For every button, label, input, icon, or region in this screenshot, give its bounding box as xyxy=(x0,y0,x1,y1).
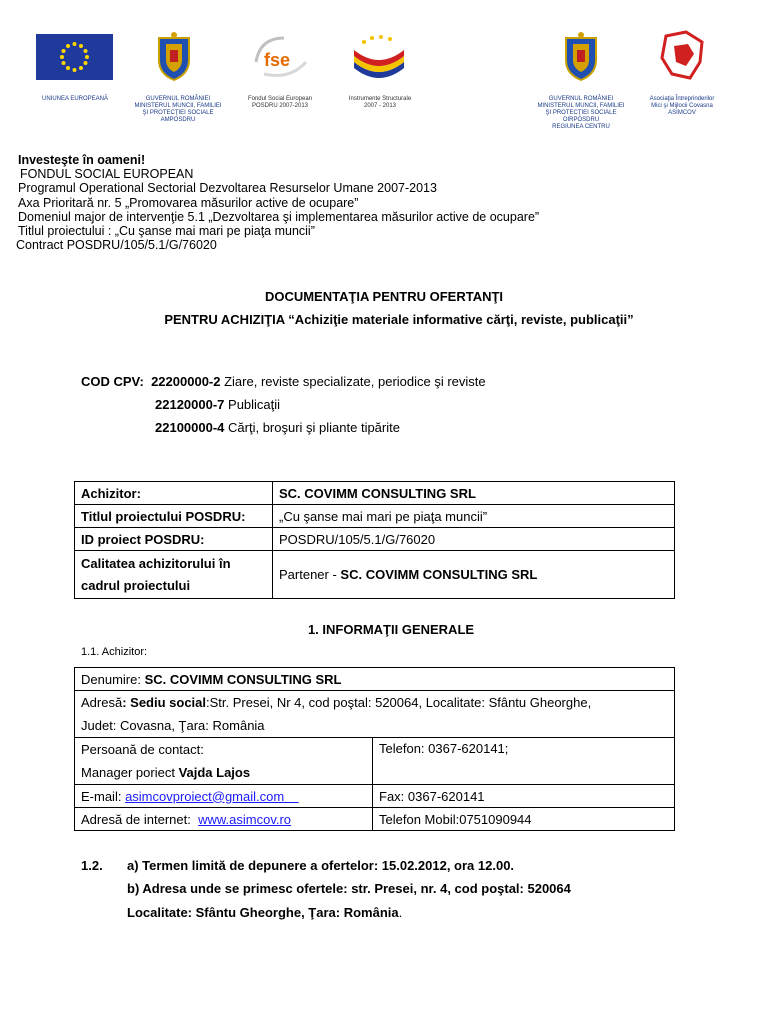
cpv-row-3 xyxy=(155,420,400,435)
fund-name: FONDUL SOCIAL EUROPEAN xyxy=(20,167,194,182)
cpv-code: 22200000-2 xyxy=(151,374,221,389)
cpv-label: COD CPV: xyxy=(81,374,144,389)
table-cell: Persoană de contact: Manager poriect Vajda Lajos xyxy=(75,738,373,785)
document-subtitle: PENTRU ACHIZIŢIA “Achiziţie materiale informative cărţi, reviste, publicaţii” xyxy=(164,312,634,327)
cpv-row-1 xyxy=(81,374,486,389)
table-cell-value: Partener - SC. COVIMM CONSULTING SRL xyxy=(273,551,675,599)
document-title: DOCUMENTAŢIA PENTRU OFERTANŢI xyxy=(264,289,504,304)
table-cell: E-mail: asimcovproiect@gmail.com xyxy=(75,785,373,808)
instrumente-structurale-logo xyxy=(348,32,410,84)
priority-axis: Axa Prioritară nr. 5 „Promovarea măsurilor active de ocupare” xyxy=(18,195,359,210)
table-cell: Adresă de internet: www.asimcov.ro xyxy=(75,808,373,831)
table-cell-label: ID proiect POSDRU: xyxy=(75,528,273,551)
contract-number: Contract POSDRU/105/5.1/G/76020 xyxy=(16,238,217,253)
cpv-code: 22100000-4 xyxy=(155,420,225,435)
table-row xyxy=(75,691,675,738)
svg-text:fse: fse xyxy=(264,50,291,70)
table-row xyxy=(75,528,675,551)
table-cell-value: POSDRU/105/5.1/G/76020 xyxy=(273,528,675,551)
coat-of-arms-logo xyxy=(558,30,604,82)
table-cell-label: Achizitor: xyxy=(75,482,273,505)
eu-flag-logo xyxy=(36,34,113,80)
table-row xyxy=(75,808,675,831)
gov1-caption: GUVERNUL ROMÂNIEI MINISTERUL MUNCII, FAMILIEI ŞI PROTECŢIEI SOCIALE AMPOSDRU xyxy=(134,96,222,123)
table-cell-value: „Cu şanse mai mari pe piaţa muncii” xyxy=(273,505,675,528)
project-title: Titlul proiectului : „Cu şanse mai mari pe piaţa muncii” xyxy=(18,224,315,239)
asimcov-caption: Asociaţia Întreprinderilor Mici şi Mijlocii Covasna ASIMCOV xyxy=(649,96,715,116)
deadline-text: a) Termen limită de depunere a ofertelor: 15.02.2012, ora 12.00. xyxy=(127,858,515,873)
instrumente-caption: Instrumente Structurale 2007 - 2013 xyxy=(348,96,412,109)
address-text: b) Adresa unde se primesc ofertele: str. Presei, nr. 4, cod poştal: 520064 xyxy=(127,881,571,896)
fse-caption: Fondul Social European POSDRU 2007-2013 xyxy=(247,96,313,109)
table-cell: Denumire: SC. COVIMM CONSULTING SRL xyxy=(75,668,675,691)
table-cell-label: Calitatea achizitorului în cadrul proiectului xyxy=(75,551,273,599)
section-number: 1.2. xyxy=(81,858,103,873)
asimcov-logo xyxy=(656,28,708,84)
achizitor-table xyxy=(74,667,675,831)
table-row xyxy=(75,482,675,505)
locality-text: Localitate: Sfântu Gheorghe, Ţara: România. xyxy=(127,905,403,920)
table-cell-value: SC. COVIMM CONSULTING SRL xyxy=(273,482,675,505)
table-row xyxy=(75,738,675,785)
gov2-caption: GUVERNUL ROMÂNIEI MINISTERUL MUNCII, FAMILIEI ŞI PROTECŢIEI SOCIALE OIRPOSDRU REGIUNEA CENTRU xyxy=(537,96,625,130)
table-cell: Adresă: Sediu social:Str. Presei, Nr 4, cod poştal: 520064, Localitate: Sfântu Gheorghe, Judet: Covasna, Ţara: România xyxy=(75,691,675,738)
table-cell-label: Titlul proiectului POSDRU: xyxy=(75,505,273,528)
slogan: Investeşte în oameni! xyxy=(18,153,146,167)
project-info-table xyxy=(74,481,675,599)
cpv-code: 22120000-7 xyxy=(155,397,225,412)
intervention-domain: Domeniul major de intervenţie 5.1 „Dezvoltarea şi implementarea măsurilor active de ocupare” xyxy=(18,209,540,224)
coat-of-arms-logo xyxy=(151,30,197,82)
project-intro xyxy=(18,153,539,252)
table-row xyxy=(75,785,675,808)
table-row xyxy=(75,551,675,599)
email-link[interactable]: asimcovproiect@gmail.com xyxy=(125,788,299,804)
fse-logo xyxy=(250,32,312,84)
table-row xyxy=(75,505,675,528)
table-cell: Telefon: 0367-620141; xyxy=(373,738,675,785)
program-name: Programul Operational Sectorial Dezvoltarea Resurselor Umane 2007-2013 xyxy=(18,181,437,196)
cpv-desc: Publicaţii xyxy=(224,397,281,412)
eu-caption: UNIUNEA EUROPEANĂ xyxy=(41,96,108,102)
table-cell: Fax: 0367-620141 xyxy=(373,785,675,808)
cpv-desc: Ziare, reviste specializate, periodice şi reviste xyxy=(220,374,486,389)
table-cell: Telefon Mobil:0751090944 xyxy=(373,808,675,831)
table-row xyxy=(75,668,675,691)
subsection-label: 1.1. Achizitor: xyxy=(81,646,148,658)
section-heading: 1. INFORMAŢII GENERALE xyxy=(307,622,475,637)
website-link[interactable]: www.asimcov.ro xyxy=(198,811,292,827)
cpv-desc: Cărţi, broşuri şi pliante tipărite xyxy=(224,420,400,435)
cpv-row-2 xyxy=(155,397,280,412)
